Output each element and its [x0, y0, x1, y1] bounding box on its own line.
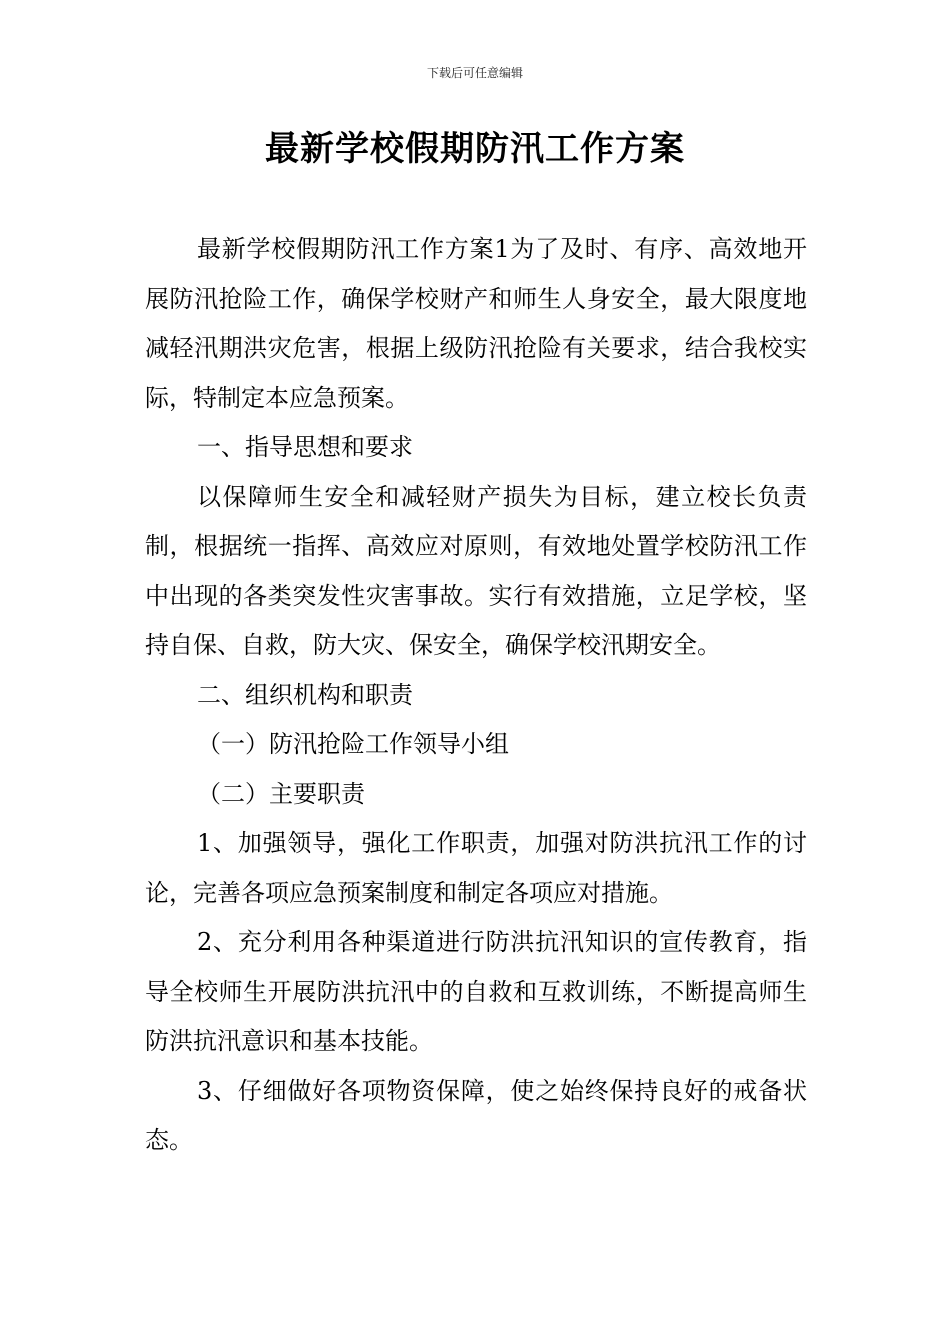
paragraph-intro: 最新学校假期防汛工作方案1为了及时、有序、高效地开展防汛抢险工作，确保学校财产和师生人身安全，最大限度地减轻汛期洪灾危害，根据上级防汛抢险有关要求，结合我校实际，特制定本应急预案。 — [145, 235, 807, 412]
section-heading-organization: 二、组织机构和职责 — [197, 680, 413, 709]
document-body — [145, 225, 807, 1166]
section-heading-guiding-principles: 一、指导思想和要求 — [197, 433, 413, 461]
document-title: 最新学校假期防汛工作方案 — [265, 129, 685, 169]
paragraph-duty-1: 1、加强领导，强化工作职责，加强对防洪抗汛工作的讨论，完善各项应急预案制度和制定各项应对措施。 — [145, 829, 807, 907]
subsection-heading-leadership-group: （一）防汛抢险工作领导小组 — [197, 730, 509, 758]
paragraph-duty-3: 3、仔细做好各项物资保障，使之始终保持良好的戒备状态。 — [145, 1076, 807, 1154]
header-note: 下载后可任意编辑 — [426, 66, 523, 80]
subsection-heading-main-duties: （二）主要职责 — [197, 779, 365, 808]
paragraph-duty-2: 2、充分利用各种渠道进行防洪抗汛知识的宣传教育，指导全校师生开展防洪抗汛中的自救和互救训练，不断提高师生防洪抗汛意识和基本技能。 — [145, 928, 807, 1055]
paragraph-guiding-principles: 以保障师生安全和减轻财产损失为目标，建立校长负责制，根据统一指挥、高效应对原则，有效地处置学校防汛工作中出现的各类突发性灾害事故。实行有效措施，立足学校，坚持自保、自救，防大灾、保安全，确保学校汛期安全。 — [145, 482, 807, 659]
